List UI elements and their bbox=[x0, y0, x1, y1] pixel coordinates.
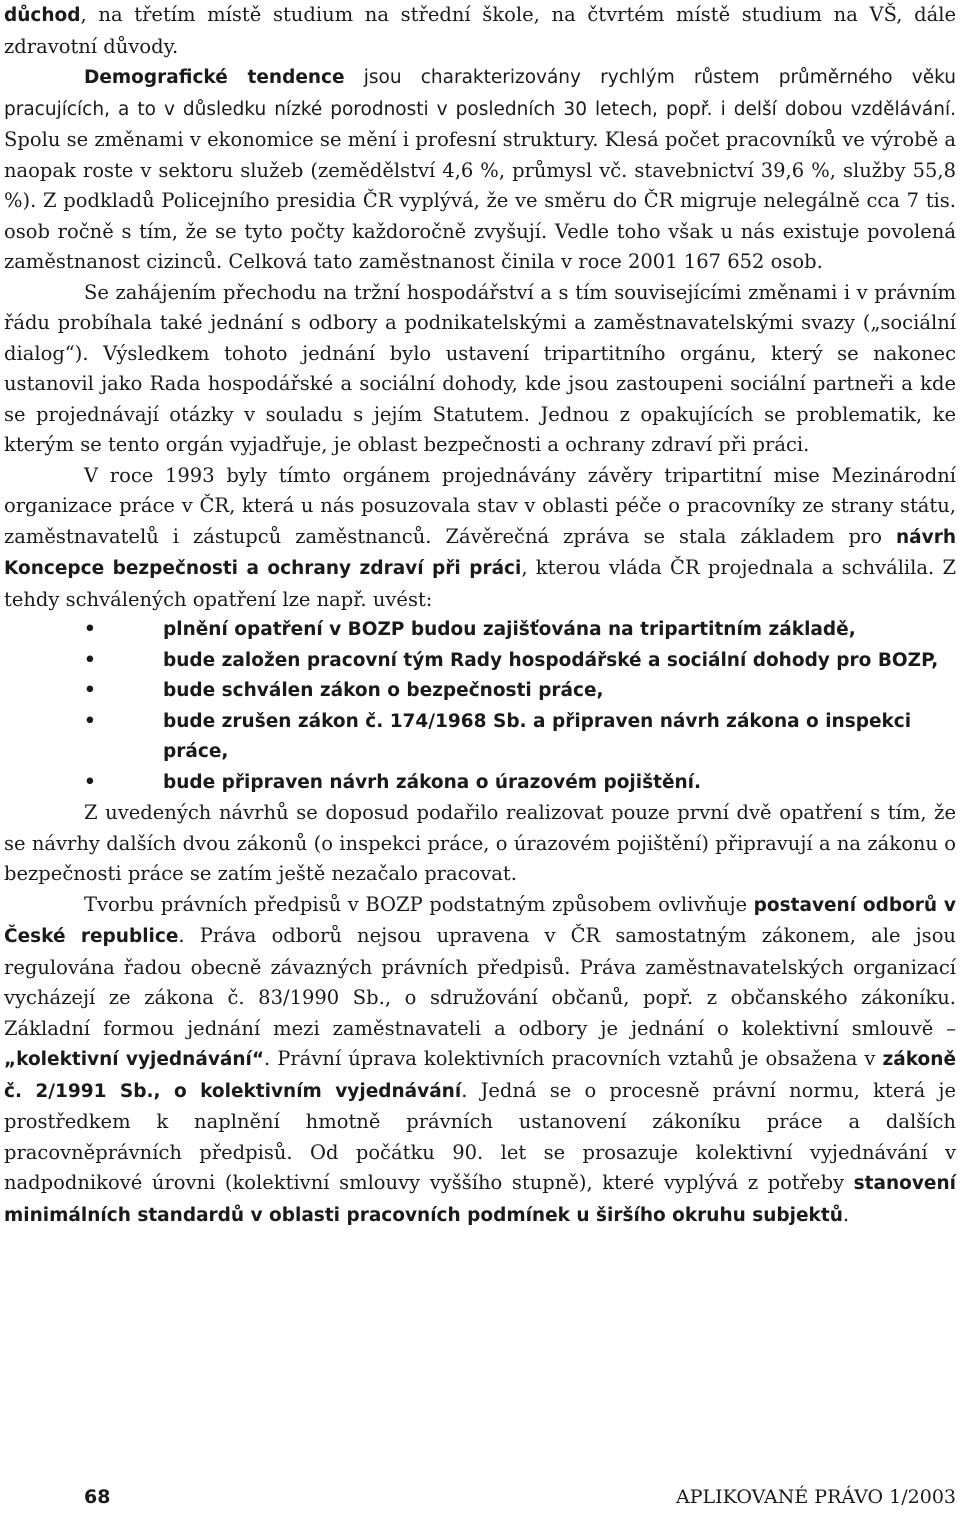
page-number: 68 bbox=[84, 1486, 111, 1508]
paragraph bbox=[4, 890, 956, 1232]
document-page bbox=[4, 0, 956, 1516]
bold-term: „kolektivní vyjednávání“ bbox=[4, 1049, 265, 1070]
bullet-icon: • bbox=[84, 710, 96, 732]
text-run: , na třetím místě studium na střední škole, na čtvrtém místě studium na VŠ, dále zdravotní důvody. bbox=[4, 3, 956, 58]
bullet-icon: • bbox=[84, 649, 96, 671]
bold-term: zákoně č. 2/1991 Sb., o kolektivním vyjednávání bbox=[4, 1049, 956, 1102]
list-item bbox=[4, 676, 956, 707]
bold-term: Demografické tendence bbox=[84, 67, 345, 88]
list-item-text: bude založen pracovní tým Rady hospodářské a sociální dohody pro BOZP, bbox=[163, 649, 939, 671]
measures-list bbox=[4, 615, 956, 798]
bold-term: stanovení minimálních standardů v oblasti pracovních podmínek u širšího okruhu subjektů bbox=[4, 1173, 956, 1226]
text-run: . Právní úprava kolektivních pracovních vztahů je obsažena v bbox=[264, 1047, 883, 1070]
list-item bbox=[4, 707, 956, 768]
list-item-text: bude schválen zákon o bezpečnosti práce, bbox=[163, 680, 604, 701]
list-item-text: bude zrušen zákon č. 174/1968 Sb. a připraven návrh zákona o inspekci práce, bbox=[163, 710, 912, 762]
text-run: . Jedná se o procesně právní normu, která je prostředkem k naplnění hmotně právních ustanovení zákoníku práce a dalších pracovněprávních předpisů. Od počátku 90. let se prosazuje kolektivní vyjednávání v nadpodnikové úrovni (kolektivní smlouvy vyššího stupně), které vyplývá z potřeby bbox=[4, 1078, 956, 1194]
bold-term: návrh Koncepce bezpečnosti a ochrany zdraví při práci bbox=[4, 526, 956, 579]
paragraph bbox=[4, 0, 956, 62]
bold-term: důchod bbox=[4, 5, 81, 26]
text-run: Spolu se změnami v ekonomice se mění i profesní struktury. Klesá počet pracovníků ve výrobě a naopak roste v sektoru služeb (zemědělství 4,6 %, průmysl vč. stavebnictví 39,6 %, služby 55,8 %). Z podkladů Policejního presidia ČR vyplývá, že ve směru do ČR migruje nelegálně cca 7 tis. osob ročně s tím, že se tyto počty každoročně zvyšují. Vedle toho však u nás existuje povolená zaměstnanost cizinců. Celková tato zaměstnanost činila v roce 2001 167 652 osob. bbox=[4, 128, 956, 273]
list-item-text: plnění opatření v BOZP budou zajišťována na tripartitním základě, bbox=[163, 619, 856, 640]
text-run: Se zahájením přechodu na tržní hospodářství a s tím souvisejícími změnami i v právním řádu probíhala také jednání s odbory a podnikatelskými a zaměstnavatelskými svazy („sociální dialog“). Výsledkem tohoto jednání bylo ustavení tripartitního orgánu, který se nakonec ustanovil jako Rada hospodářské a sociální dohody, kde jsou zastoupeni sociální partneři a kde se projednávají otázky v souladu s jejím Statutem. Jednou z opakujících se problematik, ke kterým se tento orgán vyjadřuje, je oblast bezpečnosti a ochrany zdraví při práci. bbox=[4, 280, 956, 456]
text-run: , kterou vláda ČR projednala a schválila. Z tehdy schválených opatření lze např. uvést: bbox=[4, 556, 956, 611]
list-item bbox=[4, 615, 956, 646]
bullet-icon: • bbox=[84, 619, 96, 640]
text-run: jsou charakterizovány rychlým růstem průměrného věku pracujících, a to v důsledku nízké porodnosti v posledních 30 letech, popř. i delší dobou vzdělávání. bbox=[4, 67, 956, 120]
paragraph bbox=[4, 62, 956, 278]
page-footer bbox=[4, 1486, 956, 1516]
text-run: V roce 1993 byly tímto orgánem projednávány závěry tripartitní mise Mezinárodní organizace práce v ČR, která u nás posuzovala stav v oblasti péče o pracovníky ze strany státu, zaměstnavatelů i zástupců zaměstnanců. Závěrečná zpráva se stala základem pro bbox=[4, 463, 956, 548]
paragraph bbox=[4, 798, 956, 890]
text-run: Tvorbu právních předpisů v BOZP podstatným způsobem ovlivňuje bbox=[84, 892, 754, 916]
bullet-icon: • bbox=[84, 680, 96, 701]
paragraph bbox=[4, 278, 956, 461]
bold-term: postavení odborů v České republice bbox=[4, 894, 956, 947]
text-run: . Práva odborů nejsou upravena v ČR samostatným zákonem, ale jsou regulována řadou obecně závazných právních předpisů. Práva zaměstnavatelských organizací vycházejí ze zákona č. 83/1990 Sb., o sdružování občanů, popř. z občanského zákoníku. Základní formou jednání mezi zaměstnavateli a odbory je jednání o kolektivní smlouvě – bbox=[4, 924, 956, 1040]
bullet-icon: • bbox=[84, 771, 96, 793]
text-run: Z uvedených návrhů se doposud podařilo realizovat pouze první dvě opatření s tím, že se návrhy dalších dvou zákonů (o inspekci práce, o úrazovém pojištění) připravují a na zákonu o bezpečnosti práce se zatím ještě nezačalo pracovat. bbox=[4, 801, 956, 885]
paragraph bbox=[4, 461, 956, 616]
list-item bbox=[4, 768, 956, 799]
journal-running-title: APLIKOVANÉ PRÁVO 1/2003 bbox=[676, 1486, 956, 1508]
text-run: . bbox=[842, 1202, 850, 1226]
article-body bbox=[4, 0, 956, 1231]
list-item bbox=[4, 646, 956, 677]
list-item-text: bude připraven návrh zákona o úrazovém pojištění. bbox=[163, 771, 702, 793]
